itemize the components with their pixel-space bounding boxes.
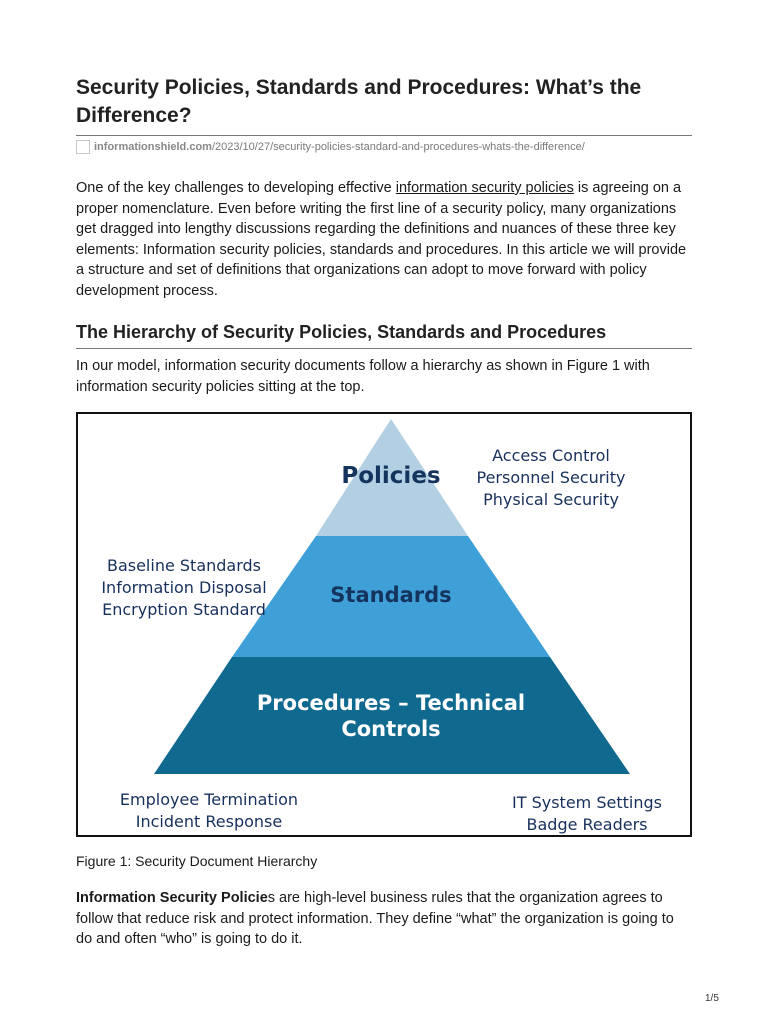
policies-definition-paragraph xyxy=(76,888,692,950)
hierarchy-pyramid xyxy=(78,414,690,835)
intro-text-start: One of the key challenges to developing effective xyxy=(76,180,396,196)
intro-paragraph xyxy=(76,178,692,301)
standard-example: Information Disposal xyxy=(101,578,267,597)
site-favicon-icon xyxy=(76,140,90,154)
policies-tier-label: Policies xyxy=(341,463,441,489)
figure-caption: Figure 1: Security Document Hierarchy xyxy=(76,853,318,869)
policy-example: Access Control xyxy=(492,446,610,465)
page-number: 1/5 xyxy=(705,993,719,1004)
definition-term: Information Security Policie xyxy=(76,890,268,906)
procedure-example: Incident Response xyxy=(135,812,283,831)
standard-example: Encryption Standard xyxy=(102,600,266,619)
intro-text-end: is agreeing on a proper nomenclature. Even before writing the first line of a security policy, many organizations get dragged into lengthy discussions regarding the definitions and nuances of these three key elements: Information security policies, standards and procedures. In this article we will provide a structure and set of definitions that organizations can adopt to move forward with policy development process. xyxy=(76,180,687,299)
title-divider xyxy=(76,135,692,136)
procedures-tier-label-line2: Controls xyxy=(341,717,441,741)
definition-text: s are high-level business rules that the organization agrees to follow that reduce risk and protect information. They define “what” the organization is going to do and often “who” is going to do it. xyxy=(76,890,674,947)
procedure-example: Employee Termination xyxy=(119,790,299,809)
section-heading: The Hierarchy of Security Policies, Standards and Procedures xyxy=(76,322,607,342)
section-divider xyxy=(76,348,692,349)
procedure-example: Badge Readers xyxy=(526,815,648,834)
source-domain: informationshield.com xyxy=(94,141,212,153)
article-title: Security Policies, Standards and Procedures: What’s the Difference? xyxy=(76,76,642,127)
policies-link[interactable]: information security policies xyxy=(395,180,574,196)
procedure-example: IT System Settings xyxy=(512,793,662,812)
standard-example: Baseline Standards xyxy=(106,556,262,575)
source-url[interactable] xyxy=(76,139,585,155)
hierarchy-figure xyxy=(76,412,692,837)
section-intro-paragraph: In our model, information security documents follow a hierarchy as shown in Figure 1 with information security policies sitting at the top. xyxy=(76,358,650,395)
procedures-tier-label-line1: Procedures – Technical xyxy=(256,691,526,715)
procedures-tier xyxy=(154,657,630,774)
policy-example: Personnel Security xyxy=(476,468,626,487)
policy-example: Physical Security xyxy=(483,490,619,509)
source-path: /2023/10/27/security-policies-standard-and-procedures-whats-the-difference/ xyxy=(211,141,585,153)
standards-tier-label: Standards xyxy=(330,583,452,607)
